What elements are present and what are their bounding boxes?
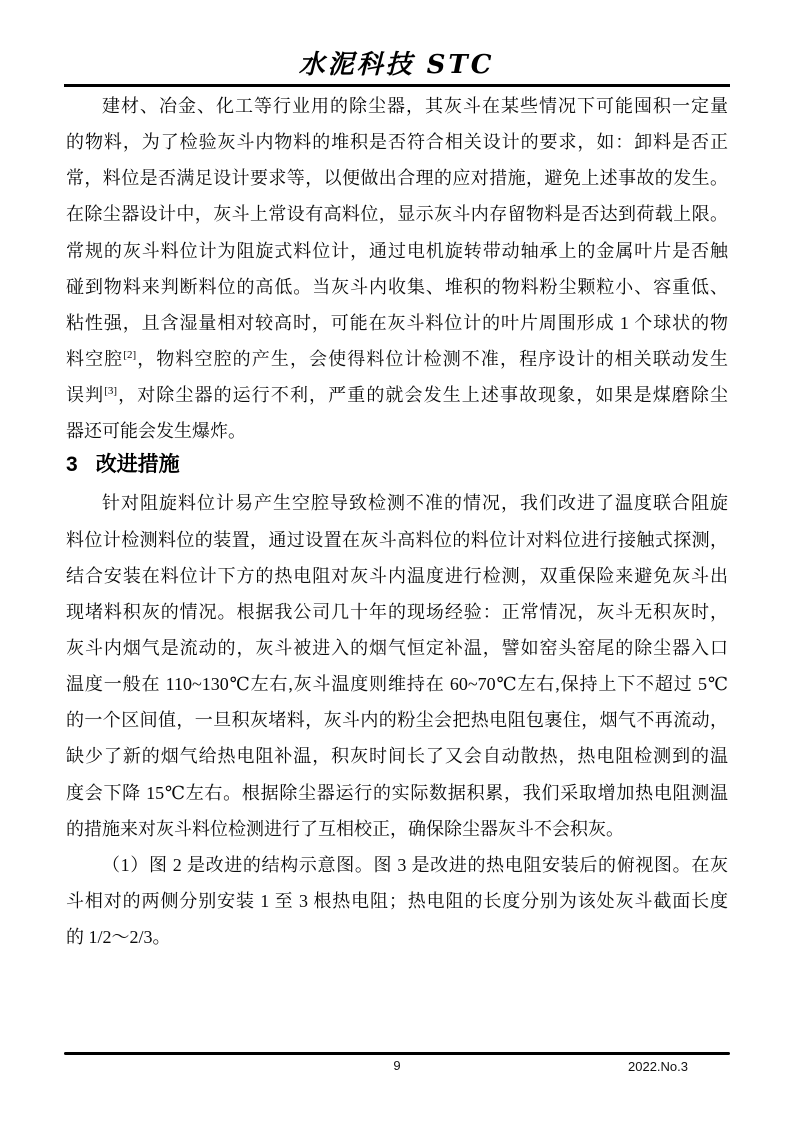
section-number: 3 — [66, 453, 78, 477]
text-line: 结合安装在料位计下方的热电阻对灰斗内温度进行检测，双重保险来避免灰斗出 — [66, 565, 728, 586]
text-line — [66, 377, 728, 413]
text-segment: ，对除尘器的运行不利，严重的就会发生上述事故现象，如果是煤磨除尘 — [117, 385, 728, 406]
paragraph-2 — [66, 485, 728, 846]
article-body — [66, 88, 728, 955]
text-line: 的 1/2～2/3。 — [66, 927, 171, 948]
text-line: 在除尘器设计中，灰斗上常设有高料位，显示灰斗内存留物料是否达到荷载上限。 — [66, 204, 728, 225]
section-heading — [66, 449, 728, 485]
text-line: 斗相对的两侧分别安装 1 至 3 根热电阻；热电阻的长度分别为该处灰斗截面长度 — [66, 890, 728, 911]
paragraph-1 — [66, 88, 728, 449]
footer-rule — [64, 1052, 730, 1055]
text-line: 碰到物料来判断料位的高低。当灰斗内收集、堆积的物料粉尘颗粒小、容重低、 — [66, 276, 728, 297]
text-line: 灰斗内烟气是流动的，灰斗被进入的烟气恒定补温，譬如窑头窑尾的除尘器入口 — [66, 637, 728, 658]
text-line: 常，料位是否满足设计要求等，以便做出合理的应对措施，避免上述事故的发生。 — [66, 168, 728, 189]
paragraph-3 — [66, 847, 728, 955]
text-line: 缺少了新的烟气给热电阻补温，积灰时间长了又会自动散热，热电阻检测到的温 — [66, 746, 728, 767]
text-line: 的一个区间值，一旦积灰堵料，灰斗内的粉尘会把热电阻包裹住，烟气不再流动， — [66, 710, 728, 731]
text-line: 温度一般在 110~130℃左右,灰斗温度则维持在 60~70℃左右,保持上下不超过 5℃ — [66, 674, 728, 695]
text-line: 常规的灰斗料位计为阻旋式料位计，通过电机旋转带动轴承上的金属叶片是否触 — [66, 240, 728, 261]
text-line: 的措施来对灰斗料位检测进行了互相校正，确保除尘器灰斗不会积灰。 — [66, 818, 624, 839]
text-line: 粘性强，且含湿量相对较高时，可能在灰斗料位计的叶片周围形成 1 个球状的物 — [66, 312, 728, 333]
text-line — [66, 341, 728, 377]
text-line: 料位计检测料位的装置，通过设置在灰斗高料位的料位计对料位进行接触式探测， — [66, 529, 728, 550]
text-line: 现堵料积灰的情况。根据我公司几十年的现场经验：正常情况，灰斗无积灰时， — [66, 601, 728, 622]
text-segment: ，物料空腔的产生，会使得料位计检测不准，程序设计的相关联动发生 — [136, 348, 728, 369]
citation-ref-3: [3] — [104, 385, 118, 398]
page-number: 9 — [393, 1058, 401, 1073]
text-line: 器还可能会发生爆炸。 — [66, 421, 246, 442]
issue-label: 2022.No.3 — [628, 1059, 688, 1074]
text-segment: 误判 — [66, 385, 105, 406]
journal-title: 水泥科技 STC — [298, 50, 495, 80]
citation-ref-2: [2] — [123, 348, 137, 361]
text-line: 建材、冶金、化工等行业用的除尘器，其灰斗在某些情况下可能囤积一定量 — [102, 96, 728, 116]
text-segment: 料空腔 — [66, 348, 124, 369]
text-line: 的物料，为了检验灰斗内物料的堆积是否符合相关设计的要求，如：卸料是否正 — [66, 132, 728, 153]
header-rule — [64, 84, 730, 87]
text-line: 针对阻旋料位计易产生空腔导致检测不准的情况，我们改进了温度联合阻旋 — [102, 493, 728, 514]
text-line: 度会下降 15℃左右。根据除尘器运行的实际数据积累，我们采取增加热电阻测温 — [66, 782, 728, 803]
text-line: （1）图 2 是改进的结构示意图。图 3 是改进的热电阻安装后的俯视图。在灰 — [102, 854, 728, 875]
section-title: 改进措施 — [95, 453, 180, 477]
